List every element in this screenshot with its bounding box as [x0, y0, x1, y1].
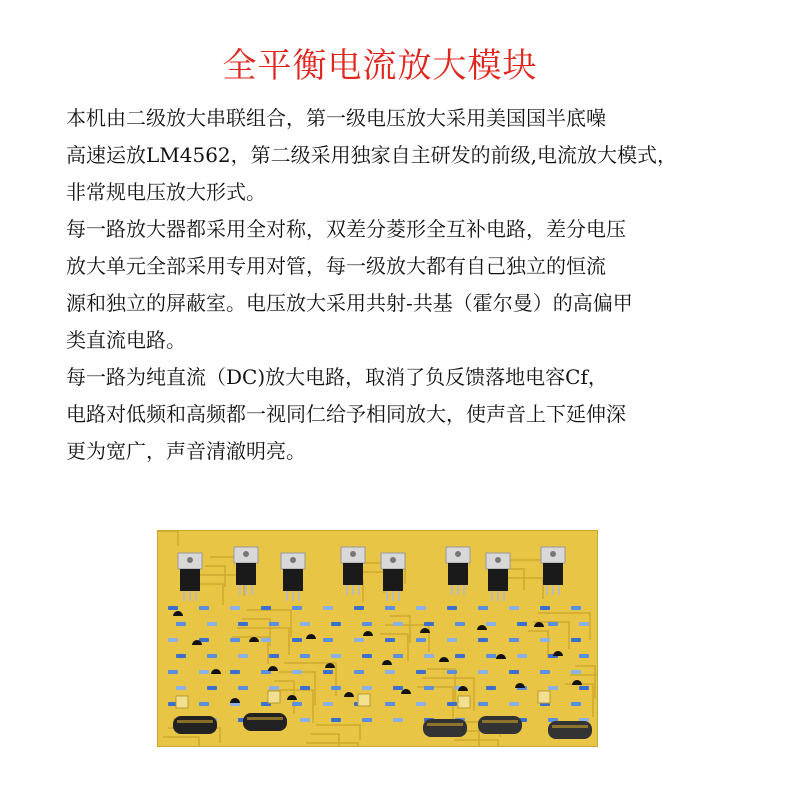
text-line: 类直流电路。: [66, 328, 186, 352]
text-line: 本机由二级放大串联组合，第一级电压放大采用美国国半底噪: [66, 106, 606, 130]
circuit-board-photo: [157, 530, 598, 747]
text-line: 放大单元全部采用专用对管，每一级放大都有自己独立的恒流: [66, 254, 606, 278]
circuit-board-illustration: [158, 531, 597, 746]
text-line: 更为宽广，声音清澈明亮。: [66, 439, 306, 463]
article-body: [66, 100, 786, 470]
text-line: 高速运放LM4562，第二级采用独家自主研发的前级,电流放大模式，: [66, 143, 678, 167]
text-line: 每一路放大器都采用全对称，双差分菱形全互补电路，差分电压: [66, 217, 626, 241]
text-line: 电路对低频和高频都一视同仁给予相同放大，使声音上下延伸深: [66, 402, 626, 426]
text-line: 源和独立的屏蔽室。电压放大采用共射-共基（霍尔曼）的高偏甲: [66, 291, 633, 315]
text-line: 非常规电压放大形式。: [66, 180, 266, 204]
text-line: 每一路为纯直流（DC)放大电路，取消了负反馈落地电容Cf，: [66, 365, 608, 389]
page-title: 全平衡电流放大模块: [222, 46, 538, 86]
